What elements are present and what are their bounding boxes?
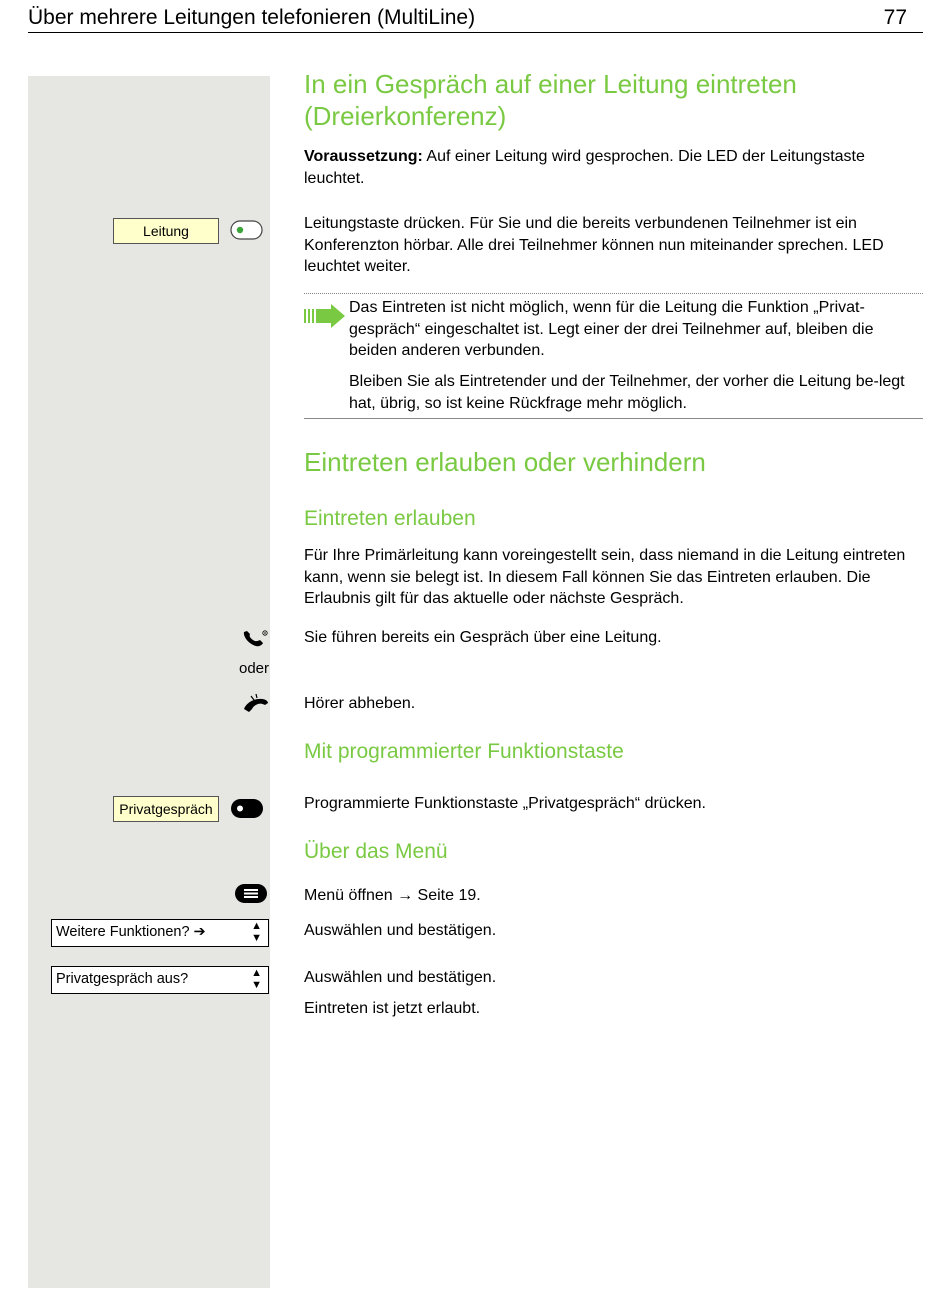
prerequisite-paragraph (304, 146, 924, 189)
step-press-key-text: Programmierte Funktionstaste „Privatgespräch“ drücken. (304, 795, 706, 812)
section-heading-join-call (304, 68, 797, 132)
menu-option-more-functions (51, 919, 269, 947)
line-key-step-text: Leitungstaste drücken. Für Sie und die bereits verbundenen Teilnehmer ist ein Konferenzton hörbar. Alle drei Teilnehmer können nun miteinander sprechen. LED leuchtet weiter. (304, 215, 884, 275)
handset-in-call-icon (242, 628, 270, 650)
note-top-rule (304, 293, 923, 294)
result-text: Eintreten ist jetzt erlaubt. (304, 1000, 481, 1017)
note-bottom-rule (304, 418, 923, 419)
note-paragraph-1: Das Eintreten ist nicht möglich, wenn für die Leitung die Funktion „Privat-gespräch“ eingeschaltet ist. Legt einer der drei Teilnehmer auf, bleiben die beiden anderen verbunden. (349, 299, 874, 359)
function-key-icon (230, 798, 264, 819)
menu-option-private-off (51, 966, 269, 994)
private-call-key-label: Privatgespräch (113, 796, 219, 822)
page-number: 77 (883, 6, 907, 29)
section-heading-allow-prevent: Eintreten erlauben oder verhindern (304, 447, 706, 477)
menu-option-private-off-label: Privatgespräch aus? (56, 971, 189, 987)
heading-line-1: In ein Gespräch auf einer Leitung eintreten (304, 69, 797, 99)
led-key-icon (230, 220, 263, 240)
lift-handset-icon (242, 693, 270, 715)
step-in-call-text: Sie führen bereits ein Gespräch über eine Leitung. (304, 629, 662, 646)
subheading-programmed-key: Mit programmierter Funktionstaste (304, 740, 624, 763)
step-select-1-text: Auswählen und bestätigen. (304, 922, 497, 939)
heading-line-2: (Dreierkonferenz) (304, 101, 507, 131)
scroll-updown-icon: ▲ ▼ (251, 920, 262, 944)
note-arrow-icon (304, 303, 346, 329)
running-title: Über mehrere Leitungen telefonieren (MultiLine) (28, 6, 476, 29)
step-select-2-text: Auswählen und bestätigen. (304, 969, 497, 986)
subheading-allow: Eintreten erlauben (304, 507, 476, 530)
prerequisite-label: Voraussetzung: (304, 148, 423, 165)
step-open-menu-text: Menü öffnen → Seite 19. (304, 887, 481, 904)
step-lift-text: Hörer abheben. (304, 695, 416, 712)
prerequisite-text: Auf einer Leitung wird gesprochen. Die LED der Leitungstaste leuchtet. (304, 148, 865, 187)
page-header (28, 4, 923, 33)
allow-intro-paragraph: Für Ihre Primärleitung kann voreingestellt sein, dass niemand in die Leitung eintreten kann, wenn sie belegt ist. In diesem Fall können Sie das Eintreten erlauben. Die Erlaubnis gilt für das aktuelle oder nächste Gespräch. (304, 547, 906, 607)
menu-option-more-functions-label: Weitere Funktionen? ➔ (56, 924, 206, 940)
scroll-updown-icon: ▲ ▼ (251, 967, 262, 991)
note-paragraph-2: Bleiben Sie als Eintretender und der Teilnehmer, der vorher die Leitung be-legt hat, übrig, so ist keine Rückfrage mehr möglich. (349, 373, 905, 412)
menu-key-icon (234, 883, 268, 904)
subheading-via-menu: Über das Menü (304, 840, 448, 863)
or-label: oder (239, 660, 270, 677)
line-key-label: Leitung (113, 218, 219, 244)
left-margin-column (28, 76, 270, 1288)
